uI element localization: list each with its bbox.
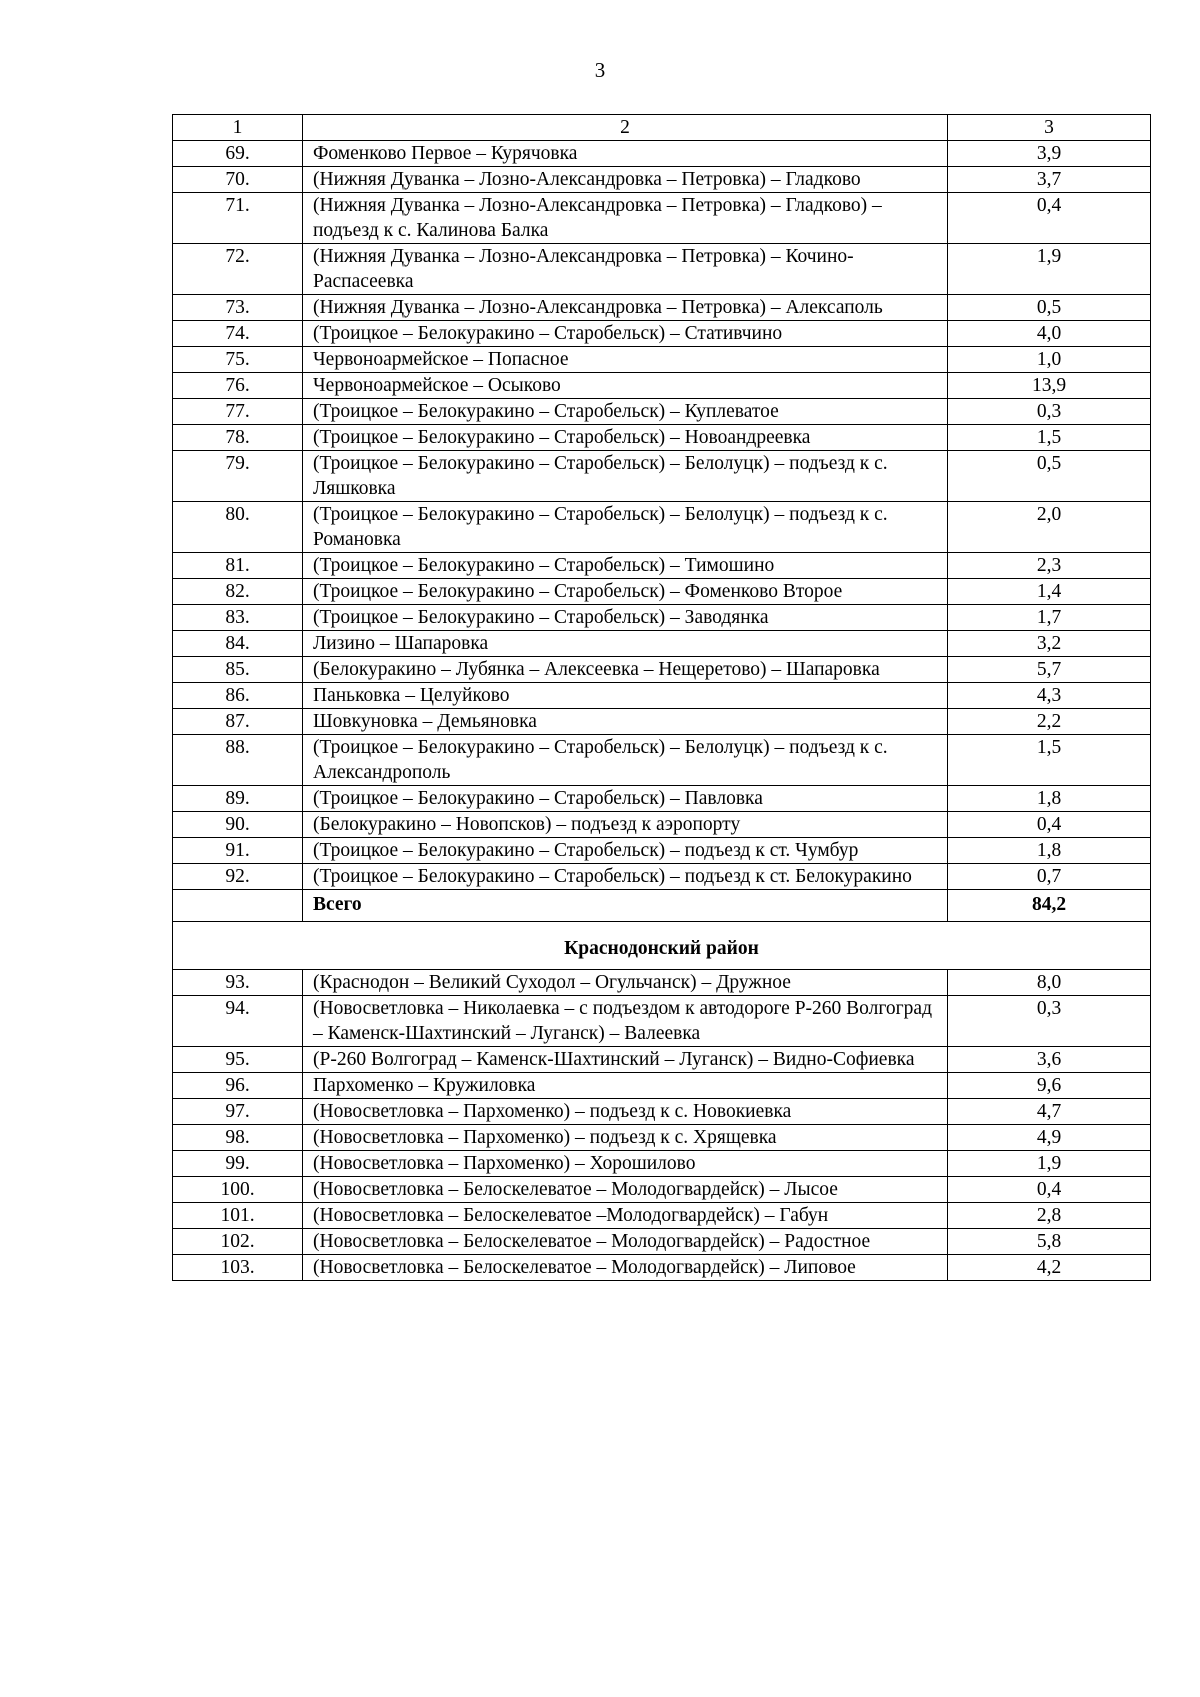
row-number: 100.	[173, 1177, 303, 1203]
table-row	[173, 1255, 1151, 1281]
road-name: (Нижняя Дуванка – Лозно-Александровка – Петровка) – Гладково) – подъезд к с. Калинова Балка	[303, 193, 948, 244]
road-length: 1,5	[948, 735, 1151, 786]
row-number: 76.	[173, 373, 303, 399]
row-number: 90.	[173, 812, 303, 838]
road-length: 1,8	[948, 838, 1151, 864]
table-row	[173, 709, 1151, 735]
road-length: 8,0	[948, 970, 1151, 996]
table-row	[173, 553, 1151, 579]
road-length: 3,9	[948, 141, 1151, 167]
road-length: 1,0	[948, 347, 1151, 373]
road-length: 2,2	[948, 709, 1151, 735]
row-number: 79.	[173, 451, 303, 502]
row-number: 83.	[173, 605, 303, 631]
row-number: 93.	[173, 970, 303, 996]
total-row	[173, 890, 1151, 922]
table-row	[173, 657, 1151, 683]
table-row	[173, 1229, 1151, 1255]
road-length: 4,7	[948, 1099, 1151, 1125]
road-name: (Белокуракино – Новопсков) – подъезд к аэропорту	[303, 812, 948, 838]
road-length: 1,7	[948, 605, 1151, 631]
row-number: 98.	[173, 1125, 303, 1151]
road-length: 2,0	[948, 502, 1151, 553]
table-row	[173, 1099, 1151, 1125]
road-name: Червоноармейское – Попасное	[303, 347, 948, 373]
road-length: 1,5	[948, 425, 1151, 451]
road-name: (Новосветловка – Николаевка – с подъездом к автодороге Р-260 Волгоград – Каменск-Шахтинский – Луганск) – Валеевка	[303, 996, 948, 1047]
table-row	[173, 502, 1151, 553]
road-length: 4,0	[948, 321, 1151, 347]
road-name: Пархоменко – Кружиловка	[303, 1073, 948, 1099]
row-number: 102.	[173, 1229, 303, 1255]
road-length: 1,4	[948, 579, 1151, 605]
row-number: 77.	[173, 399, 303, 425]
road-name: Паньковка – Целуйково	[303, 683, 948, 709]
road-length: 5,7	[948, 657, 1151, 683]
road-name: (Троицкое – Белокуракино – Старобельск) – Куплеватое	[303, 399, 948, 425]
road-length: 0,3	[948, 399, 1151, 425]
total-value: 84,2	[948, 890, 1151, 922]
row-number: 70.	[173, 167, 303, 193]
row-number: 85.	[173, 657, 303, 683]
row-number: 73.	[173, 295, 303, 321]
row-number: 71.	[173, 193, 303, 244]
road-length: 0,4	[948, 193, 1151, 244]
table-row	[173, 579, 1151, 605]
total-empty-cell	[173, 890, 303, 922]
road-name: (Нижняя Дуванка – Лозно-Александровка – Петровка) – Гладково	[303, 167, 948, 193]
table-row	[173, 399, 1151, 425]
road-length: 0,7	[948, 864, 1151, 890]
road-name: (Троицкое – Белокуракино – Старобельск) – Стативчино	[303, 321, 948, 347]
road-length: 3,7	[948, 167, 1151, 193]
row-number: 88.	[173, 735, 303, 786]
row-number: 92.	[173, 864, 303, 890]
road-length: 13,9	[948, 373, 1151, 399]
row-number: 84.	[173, 631, 303, 657]
road-name: (Троицкое – Белокуракино – Старобельск) – подъезд к ст. Чумбур	[303, 838, 948, 864]
road-length: 1,9	[948, 1151, 1151, 1177]
table-row	[173, 295, 1151, 321]
road-name: (Новосветловка – Белоскелеватое – Молодогвардейск) – Радостное	[303, 1229, 948, 1255]
road-length: 0,5	[948, 295, 1151, 321]
road-length: 2,8	[948, 1203, 1151, 1229]
table-row	[173, 786, 1151, 812]
table-row	[173, 996, 1151, 1047]
row-number: 75.	[173, 347, 303, 373]
table-row	[173, 1125, 1151, 1151]
section-row	[173, 922, 1151, 970]
road-name: (Краснодон – Великий Суходол – Огульчанск) – Дружное	[303, 970, 948, 996]
row-number: 81.	[173, 553, 303, 579]
road-name: Шовкуновка – Демьяновка	[303, 709, 948, 735]
row-number: 86.	[173, 683, 303, 709]
road-length: 2,3	[948, 553, 1151, 579]
road-name: (Троицкое – Белокуракино – Старобельск) – Павловка	[303, 786, 948, 812]
row-number: 89.	[173, 786, 303, 812]
table-row	[173, 735, 1151, 786]
road-length: 4,3	[948, 683, 1151, 709]
row-number: 94.	[173, 996, 303, 1047]
table-row	[173, 193, 1151, 244]
road-length: 1,9	[948, 244, 1151, 295]
road-name: (Нижняя Дуванка – Лозно-Александровка – Петровка) – Кочино-Распасеевка	[303, 244, 948, 295]
row-number: 91.	[173, 838, 303, 864]
road-name: (Новосветловка – Пархоменко) – Хорошилово	[303, 1151, 948, 1177]
table-row	[173, 373, 1151, 399]
row-number: 97.	[173, 1099, 303, 1125]
road-length: 0,5	[948, 451, 1151, 502]
road-name: (Троицкое – Белокуракино – Старобельск) – Белолуцк) – подъезд к с. Романовка	[303, 502, 948, 553]
table-row	[173, 1073, 1151, 1099]
page-number: 3	[594, 58, 606, 82]
road-name: (Троицкое – Белокуракино – Старобельск) – Белолуцк) – подъезд к с. Александрополь	[303, 735, 948, 786]
table-row	[173, 1177, 1151, 1203]
road-name: (Троицкое – Белокуракино – Старобельск) – Новоандреевка	[303, 425, 948, 451]
road-length: 4,2	[948, 1255, 1151, 1281]
table-row	[173, 970, 1151, 996]
table-row	[173, 605, 1151, 631]
road-length: 0,4	[948, 812, 1151, 838]
road-length: 5,8	[948, 1229, 1151, 1255]
table-row	[173, 451, 1151, 502]
road-name: (Р-260 Волгоград – Каменск-Шахтинский – Луганск) – Видно-Софиевка	[303, 1047, 948, 1073]
road-length: 0,3	[948, 996, 1151, 1047]
table-row	[173, 812, 1151, 838]
road-name: (Новосветловка – Пархоменко) – подъезд к с. Хрящевка	[303, 1125, 948, 1151]
row-number: 96.	[173, 1073, 303, 1099]
road-length: 3,6	[948, 1047, 1151, 1073]
row-number: 101.	[173, 1203, 303, 1229]
section-title: Краснодонский район	[173, 922, 1151, 970]
table-row	[173, 864, 1151, 890]
table-row	[173, 631, 1151, 657]
row-number: 99.	[173, 1151, 303, 1177]
road-name: (Новосветловка – Белоскелеватое –Молодогвардейск) – Габун	[303, 1203, 948, 1229]
road-name: (Белокуракино – Лубянка – Алексеевка – Нещеретово) – Шапаровка	[303, 657, 948, 683]
road-name: (Троицкое – Белокуракино – Старобельск) – Белолуцк) – подъезд к с. Ляшковка	[303, 451, 948, 502]
table-row	[173, 683, 1151, 709]
header-col-2: 2	[303, 115, 948, 141]
header-col-1: 1	[173, 115, 303, 141]
road-name: (Нижняя Дуванка – Лозно-Александровка – Петровка) – Алексаполь	[303, 295, 948, 321]
road-length: 4,9	[948, 1125, 1151, 1151]
row-number: 74.	[173, 321, 303, 347]
road-name: (Троицкое – Белокуракино – Старобельск) – Фоменково Второе	[303, 579, 948, 605]
road-name: Фоменково Первое – Курячовка	[303, 141, 948, 167]
road-name: (Троицкое – Белокуракино – Старобельск) – Тимошино	[303, 553, 948, 579]
row-number: 72.	[173, 244, 303, 295]
roads-table	[172, 114, 1151, 1281]
table-row	[173, 1151, 1151, 1177]
table-row	[173, 1047, 1151, 1073]
row-number: 103.	[173, 1255, 303, 1281]
table-row	[173, 141, 1151, 167]
road-name: Червоноармейское – Осыково	[303, 373, 948, 399]
road-name: (Новосветловка – Белоскелеватое – Молодогвардейск) – Лысое	[303, 1177, 948, 1203]
road-length: 0,4	[948, 1177, 1151, 1203]
table-row	[173, 1203, 1151, 1229]
row-number: 82.	[173, 579, 303, 605]
total-label: Всего	[303, 890, 948, 922]
road-length: 1,8	[948, 786, 1151, 812]
row-number: 69.	[173, 141, 303, 167]
road-name: (Новосветловка – Белоскелеватое – Молодогвардейск) – Липовое	[303, 1255, 948, 1281]
row-number: 78.	[173, 425, 303, 451]
road-name: (Новосветловка – Пархоменко) – подъезд к с. Новокиевка	[303, 1099, 948, 1125]
road-length: 9,6	[948, 1073, 1151, 1099]
row-number: 87.	[173, 709, 303, 735]
road-name: Лизино – Шапаровка	[303, 631, 948, 657]
table-header-row	[173, 115, 1151, 141]
table-row	[173, 425, 1151, 451]
table-row	[173, 321, 1151, 347]
table-row	[173, 347, 1151, 373]
table-row	[173, 838, 1151, 864]
table-row	[173, 167, 1151, 193]
road-name: (Троицкое – Белокуракино – Старобельск) – подъезд к ст. Белокуракино	[303, 864, 948, 890]
road-name: (Троицкое – Белокуракино – Старобельск) – Заводянка	[303, 605, 948, 631]
road-length: 3,2	[948, 631, 1151, 657]
header-col-3: 3	[948, 115, 1151, 141]
row-number: 80.	[173, 502, 303, 553]
row-number: 95.	[173, 1047, 303, 1073]
table-row	[173, 244, 1151, 295]
